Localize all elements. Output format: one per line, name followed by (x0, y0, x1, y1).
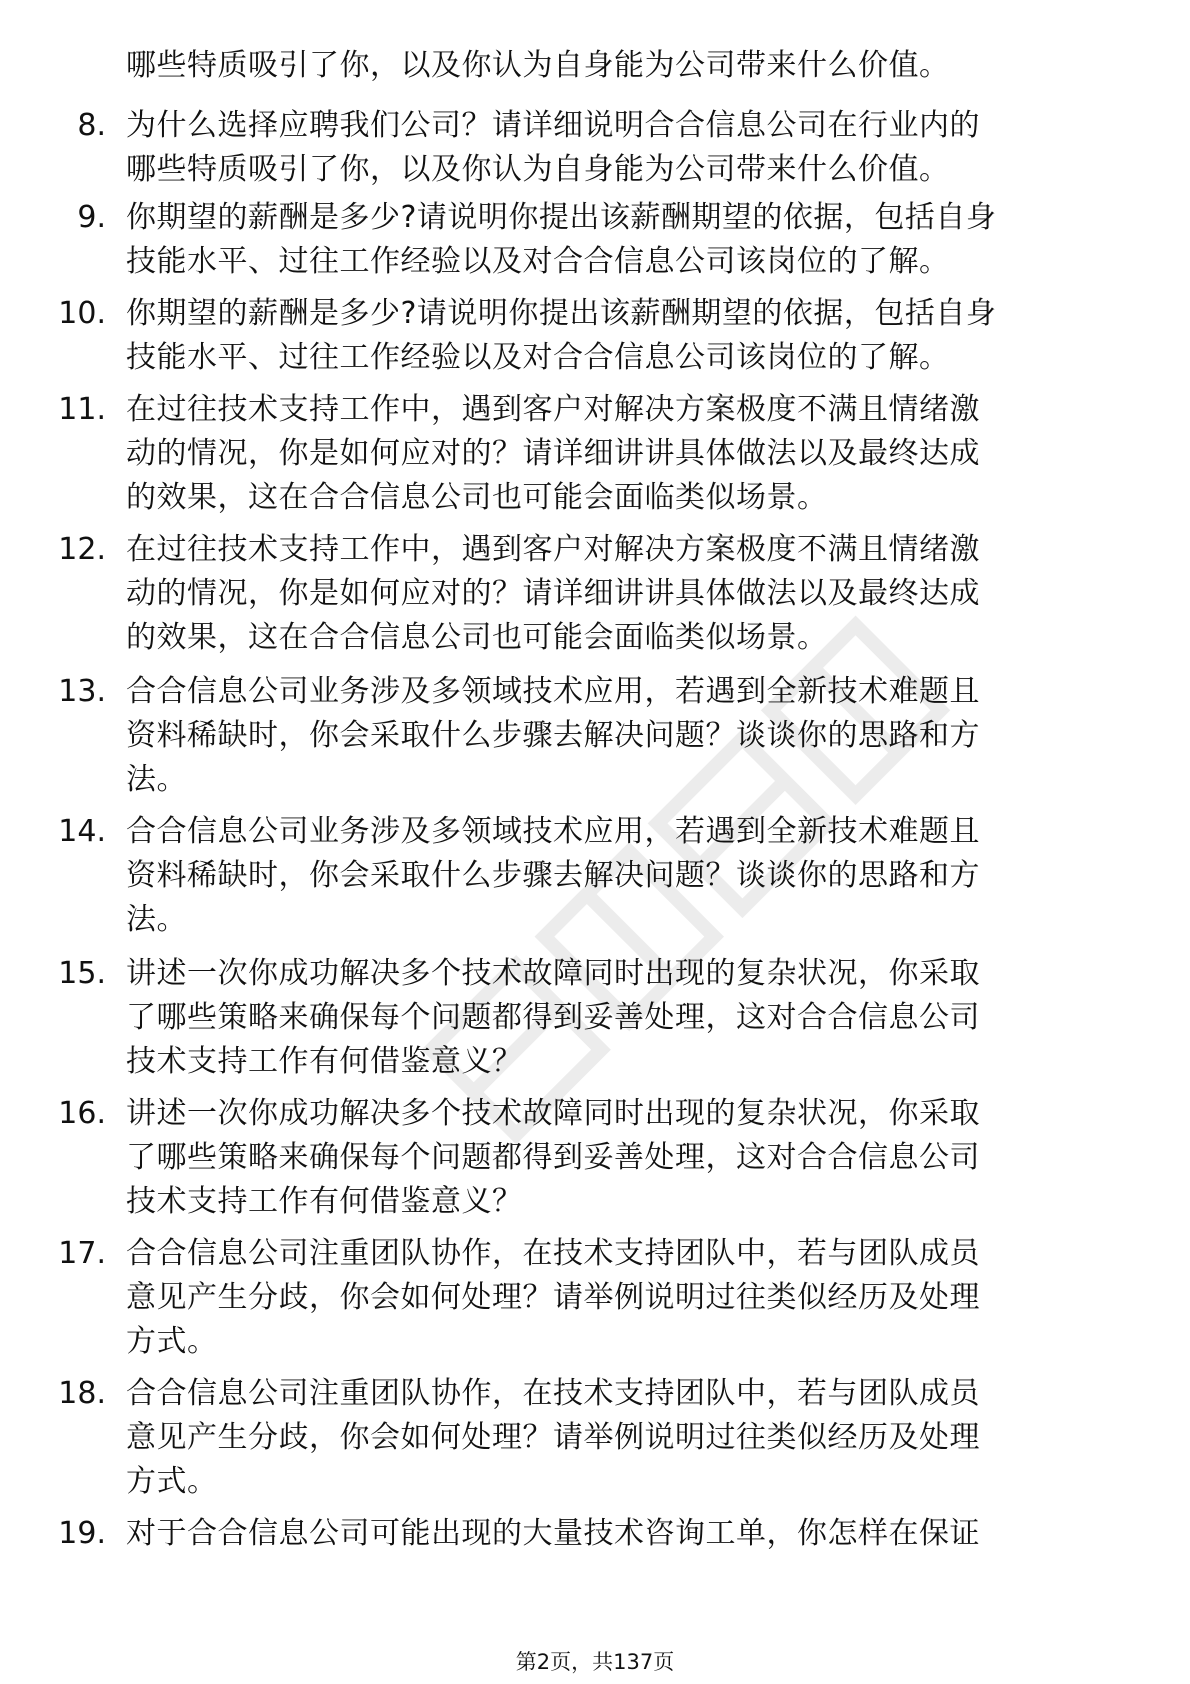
text-line: 讲述一次你成功解决多个技术故障同时出现的复杂状况，你采取 (126, 956, 980, 991)
item-text (126, 1372, 1136, 1504)
text-line: 了哪些策略来确保每个问题都得到妥善处理，这对合合信息公司 (126, 1140, 980, 1175)
text-line: 意见产生分歧，你会如何处理？请举例说明过往类似经历及处理 (126, 1420, 980, 1455)
text-line: 资料稀缺时，你会采取什么步骤去解决问题？谈谈你的思路和方 (126, 718, 980, 753)
text-line: 在过往技术支持工作中，遇到客户对解决方案极度不满且情绪激 (126, 532, 980, 567)
item-number: 12. (58, 532, 106, 567)
text-line: 在过往技术支持工作中，遇到客户对解决方案极度不满且情绪激 (126, 392, 980, 427)
text-line: 方式。 (126, 1324, 218, 1359)
item-number: 13. (58, 674, 106, 709)
item-number: 16. (58, 1096, 106, 1131)
item-text (126, 1232, 1136, 1364)
text-line: 动的情况，你是如何应对的？请详细讲讲具体做法以及最终达成 (126, 436, 980, 471)
item-number: 14. (58, 814, 106, 849)
text-line: 合合信息公司注重团队协作，在技术支持团队中，若与团队成员 (126, 1236, 980, 1271)
item-text (126, 952, 1136, 1084)
item-text (126, 810, 1136, 942)
item-text (126, 670, 1136, 802)
text-line: 合合信息公司业务涉及多领域技术应用，若遇到全新技术难题且 (126, 814, 980, 849)
item-text (126, 44, 1136, 88)
page-footer (0, 1648, 1190, 1676)
text-line: 技术支持工作有何借鉴意义？ (126, 1044, 523, 1079)
item-number: 9. (77, 200, 106, 235)
item-text (126, 292, 1136, 380)
item-text (126, 196, 1136, 284)
item-number: 15. (58, 956, 106, 991)
text-line: 技能水平、过往工作经验以及对合合信息公司该岗位的了解。 (126, 340, 950, 375)
text-line: 了哪些策略来确保每个问题都得到妥善处理，这对合合信息公司 (126, 1000, 980, 1035)
page-number-label: 第2页，共137页 (515, 1650, 675, 1674)
item-number: 8. (77, 108, 106, 143)
text-line: 技能水平、过往工作经验以及对合合信息公司该岗位的了解。 (126, 244, 950, 279)
text-line: 为什么选择应聘我们公司？请详细说明合合信息公司在行业内的 (126, 108, 980, 143)
text-line: 方式。 (126, 1464, 218, 1499)
text-line: 讲述一次你成功解决多个技术故障同时出现的复杂状况，你采取 (126, 1096, 980, 1131)
text-line: 合合信息公司业务涉及多领域技术应用，若遇到全新技术难题且 (126, 674, 980, 709)
text-line: 的效果，这在合合信息公司也可能会面临类似场景。 (126, 620, 828, 655)
item-number: 10. (58, 296, 106, 331)
text-line: 法。 (126, 762, 187, 797)
item-number: 17. (58, 1236, 106, 1271)
text-line: 对于合合信息公司可能出现的大量技术咨询工单，你怎样在保证 (126, 1516, 980, 1551)
text-line: 哪些特质吸引了你，以及你认为自身能为公司带来什么价值。 (126, 48, 950, 83)
text-line: 合合信息公司注重团队协作，在技术支持团队中，若与团队成员 (126, 1376, 980, 1411)
item-text (126, 104, 1136, 192)
text-line: 你期望的薪酬是多少?请说明你提出该薪酬期望的依据，包括自身 (126, 296, 997, 331)
item-text (126, 1092, 1136, 1224)
item-text (126, 528, 1136, 660)
item-number: 18. (58, 1376, 106, 1411)
item-number: 19. (58, 1516, 106, 1551)
text-line: 意见产生分歧，你会如何处理？请举例说明过往类似经历及处理 (126, 1280, 980, 1315)
text-line: 资料稀缺时，你会采取什么步骤去解决问题？谈谈你的思路和方 (126, 858, 980, 893)
text-line: 哪些特质吸引了你，以及你认为自身能为公司带来什么价值。 (126, 152, 950, 187)
text-line: 法。 (126, 902, 187, 937)
item-number: 11. (58, 392, 106, 427)
item-text (126, 388, 1136, 520)
text-line: 的效果，这在合合信息公司也可能会面临类似场景。 (126, 480, 828, 515)
text-line: 技术支持工作有何借鉴意义？ (126, 1184, 523, 1219)
text-line: 你期望的薪酬是多少?请说明你提出该薪酬期望的依据，包括自身 (126, 200, 997, 235)
text-line: 动的情况，你是如何应对的？请详细讲讲具体做法以及最终达成 (126, 576, 980, 611)
item-text (126, 1512, 1136, 1556)
